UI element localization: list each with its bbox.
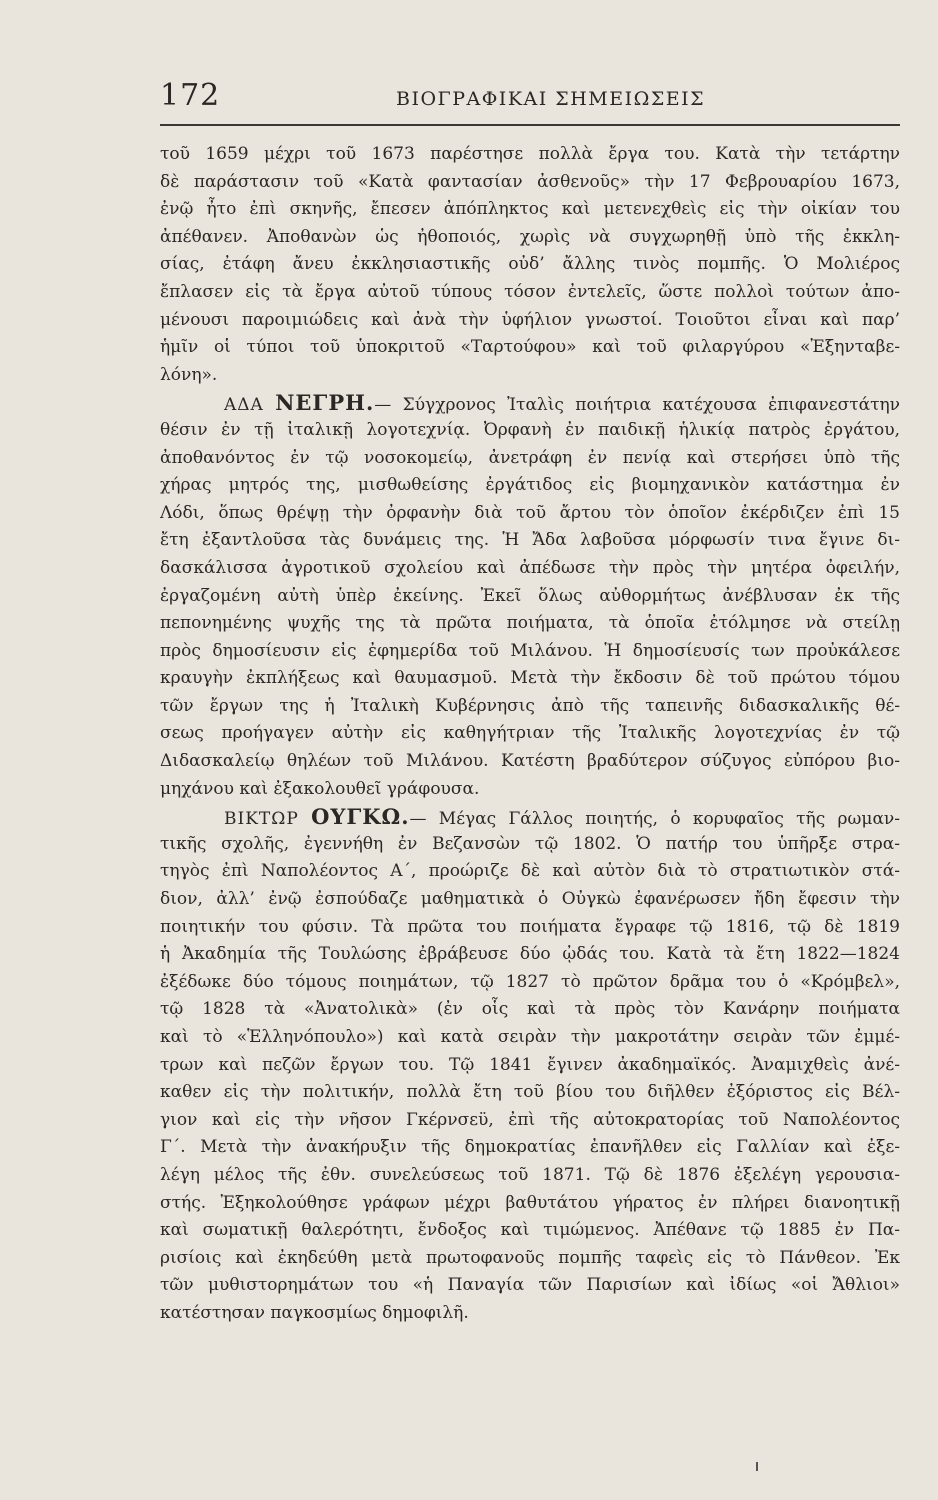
text-line: ἐνῷ ἦτο ἐπὶ σκηνῆς, ἔπεσεν ἀπόπληκτος καὶ μετενεχθεὶς εἰς τὴν οἰκίαν του [160,199,900,220]
text-line: τῷ 1828 τὰ «Ἀνατολικὰ» (ἐν οἷς καὶ τὰ πρὸς τὸν Κανάρην ποιήματα [160,999,900,1020]
text-line: δὲ παράστασιν τοῦ «Κατὰ φαντασίαν ἀσθενοῦς» τὴν 17 Φεβρουαρίου 1673, [160,171,900,192]
text-line: πεπονημένης ψυχῆς της τὰ πρῶτα ποιήματα, τὰ ὁποῖα ἐτόλμησε νὰ στείλῃ [160,613,900,634]
entry-heading-line [160,389,900,417]
text-line: ἡμῖν οἱ τύποι τοῦ ὑποκριτοῦ «Ταρτούφου» καὶ τοῦ φιλαργύρου «Ἐξηνταβε- [160,337,900,358]
entry-last-name: ΝΕΓΡΗ. [275,390,375,416]
page-number: 172 [160,78,221,113]
entry-heading-line [160,803,900,831]
text-line: καὶ σωματικῇ θαλερότητι, ἔνδοξος καὶ τιμώμενος. Ἀπέθανε τῷ 1885 ἐν Πα- [160,1220,900,1241]
text-line: πρὸς δημοσίευσιν εἰς ἐφημερίδα τοῦ Μιλάνου. Ἡ δημοσίευσίς των προὐκάλεσε [160,640,900,661]
text-line: τῶν ἔργων της ἡ Ἰταλικὴ Κυβέρνησις ἀπὸ τῆς ταπεινῆς διδασκαλικῆς θέ- [160,695,900,716]
text-line: ἔπλασεν εἰς τὰ ἔργα αὐτοῦ τύπους τόσον ἐντελεῖς, ὥστε πολλοὶ τούτων ἀπο- [160,281,900,302]
text-line: θέσιν ἐν τῇ ἰταλικῇ λογοτεχνίᾳ. Ὀρφανὴ ἐν παιδικῇ ἡλικίᾳ πατρὸς ἐργάτου, [160,419,900,440]
text-line: τρων καὶ πεζῶν ἔργων του. Τῷ 1841 ἔγινεν ἀκαδημαϊκός. Ἀναμιχθεὶς ἀνέ- [160,1054,900,1075]
negri-entry [160,389,900,803]
text-line: Διδασκαλείῳ θηλέων τοῦ Μιλάνου. Κατέστη βραδύτερον σύζυγος εὐπόρου βιο- [160,751,900,772]
text-line: ρισίοις καὶ ἐκηδεύθη μετὰ πρωτοφανοῦς πομπῆς ταφεὶς εἰς τὸ Πάνθεον. Ἐκ [160,1247,900,1268]
page-header [160,74,900,114]
text-line: ποιητικήν του φύσιν. Τὰ πρῶτα του ποιήματα ἔγραφε τῷ 1816, τῷ δὲ 1819 [160,916,900,937]
text-line: γιον καὶ εἰς τὴν νῆσον Γκέρνσεϋ, ἐπὶ τῆς αὐτοκρατορίας τοῦ Ναπολέοντος [160,1109,900,1130]
text-line: δασκάλισσα ἀγροτικοῦ σχολείου καὶ ἀπέδωσε τὴν πρὸς τὴν μητέρα ὀφειλήν, [160,557,900,578]
text-line: ἐξέδωκε δύο τόμους ποιημάτων, τῷ 1827 τὸ πρῶτον δρᾶμα του ὁ «Κρόμβελ», [160,971,900,992]
text-line: τοῦ 1659 μέχρι τοῦ 1673 παρέστησε πολλὰ ἔργα του. Κατὰ τὴν τετάρτην [160,144,900,164]
text-line: ἡ Ἀκαδημία τῆς Τουλώσης ἐβράβευσε δύο ᾠδάς του. Κατὰ τὰ ἔτη 1822—1824 [160,944,900,965]
entry-heading-rest: — Μέγας Γάλλος ποιητής, ὁ κορυφαῖος τῆς ρωμαν- [409,809,900,830]
text-line: Γ΄. Μετὰ τὴν ἀνακήρυξιν τῆς δημοκρατίας ἐπανῆλθεν εἰς Γαλλίαν καὶ ἐξε- [160,1137,900,1158]
entry-first-name: ΒΙΚΤΩΡ [224,809,299,830]
text-line: Λόδι, ὅπως θρέψῃ τὴν ὀρφανὴν διὰ τοῦ ἄρτου τὸν ὁποῖον ἐκέρδιζεν ἐπὶ 15 [160,502,900,523]
text-line: ἀποθανόντος ἐν τῷ νοσοκομείῳ, ἀνετράφη ἐν πενίᾳ καὶ στερήσει ὑπὸ τῆς [160,447,900,468]
entry-last-name: ΟΥΓΚΩ. [311,804,410,830]
text-line: σίας, ἐτάφη ἄνευ ἐκκλησιαστικῆς οὐδ’ ἄλλης τινὸς πομπῆς. Ὁ Μολιέρος [160,254,900,275]
entry-heading-rest: — Σύγχρονος Ἰταλὶς ποιήτρια κατέχουσα ἐπιφανεστάτην [374,395,900,416]
text-line: στής. Ἐξηκολούθησε γράφων μέχρι βαθυτάτου γήρατος ἐν πλήρει διανοητικῇ [160,1192,900,1213]
text-line: τῶν μυθιστορημάτων του «ἡ Παναγία τῶν Παρισίων καὶ ἰδίως «οἱ Ἄθλιοι» [160,1275,900,1296]
entry-first-name: ΑΔΑ [224,395,264,416]
text-line: τηγὸς ἐπὶ Ναπολέοντος Α΄, προώριζε δὲ καὶ αὐτὸν διὰ τὸ στρατιωτικὸν στά- [160,861,900,882]
running-title: ΒΙΟΓΡΑΦΙΚΑΙ ΣΗΜΕΙΩΣΕΙΣ [396,88,706,110]
body-text [160,141,900,1328]
text-line: λόνη». [160,364,218,385]
text-line: μηχάνου καὶ ἐξακολουθεῖ γράφουσα. [160,778,480,799]
text-line: καθεν εἰς τὴν πολιτικήν, πολλὰ ἔτη τοῦ βίου του διῆλθεν ἐξόριστος εἰς Βέλ- [160,1082,900,1103]
header-rule [160,124,900,126]
text-line: λέγη μέλος τῆς ἐθν. συνελεύσεως τοῦ 1871. Τῷ δὲ 1876 ἐξελέγη γερουσια- [160,1164,900,1185]
text-line: ἐργαζομένη αὐτὴ ὑπὲρ ἐκείνης. Ἐκεῖ ὅλως αὐθορμήτως ἀνέβλυσαν ἐκ τῆς [160,585,900,606]
hugo-entry [160,803,900,1327]
print-mark [756,1462,758,1471]
text-line: διον, ἀλλ’ ἐνῷ ἐσπούδαζε μαθηματικὰ ὁ Οὐγκὼ ἐφανέρωσεν ἤδη ἔφεσιν τὴν [160,889,900,910]
text-line: κατέστησαν παγκοσμίως δημοφιλῆ. [160,1302,469,1323]
text-line: χήρας μητρός της, μισθωθείσης ἐργάτιδος εἰς βιομηχανικὸν κατάστημα ἐν [160,475,900,496]
moliere-continuation [160,141,900,389]
text-line: σεως προήγαγεν αὐτὴν εἰς καθηγήτριαν τῆς Ἰταλικῆς λογοτεχνίας ἐν τῷ [160,723,900,744]
text-line: τικῆς σχολῆς, ἐγεννήθη ἐν Βεζανσὼν τῷ 1802. Ὁ πατήρ του ὑπῆρξε στρα- [160,833,900,854]
text-line: ἔτη ἐξαντλοῦσα τὰς δυνάμεις της. Ἡ Ἄδα λαβοῦσα μόρφωσίν τινα ἔγινε δι- [160,530,900,551]
text-line: μένουσι παροιμιώδεις καὶ ἀνὰ τὴν ὑφήλιον γνωστοί. Τοιοῦτοι εἶναι καὶ παρ’ [160,309,900,330]
text-line: καὶ τὸ «Ἑλληνόπουλο») καὶ κατὰ σειρὰν τὴν μακροτάτην σειρὰν τῶν ἐμμέ- [160,1027,900,1047]
text-line: κραυγὴν ἐκπλήξεως καὶ θαυμασμοῦ. Μετὰ τὴν ἔκδοσιν δὲ τοῦ πρώτου τόμου [160,668,900,689]
text-line: ἀπέθανεν. Ἀποθανὼν ὡς ἠθοποιός, χωρὶς νὰ συγχωρηθῇ ὑπὸ τῆς ἐκκλη- [160,226,900,247]
